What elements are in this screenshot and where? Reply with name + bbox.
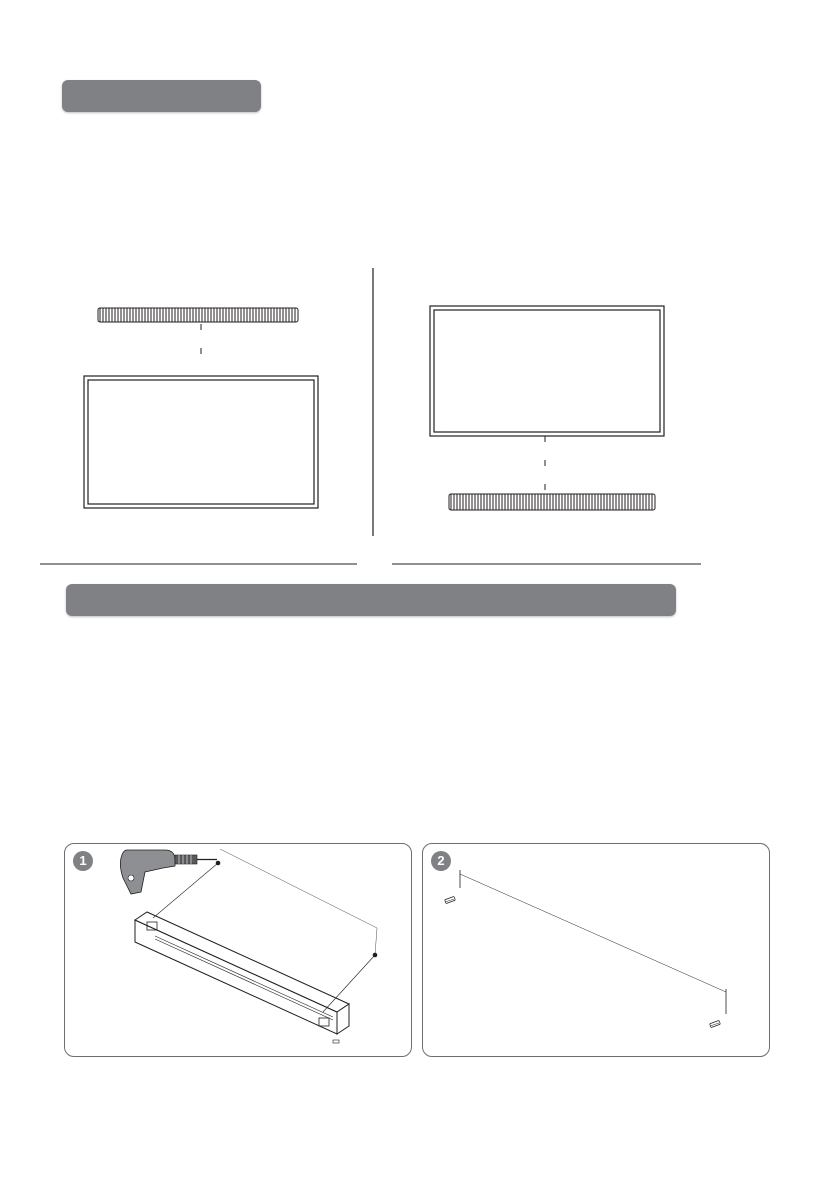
drill-icon xyxy=(120,850,217,894)
step-number-badge: 1 xyxy=(73,851,93,871)
soundbar-illustration xyxy=(98,308,298,322)
wall-anchor-icon xyxy=(445,896,456,903)
step-2-illustration xyxy=(423,844,769,1056)
soundbar-below-tv xyxy=(430,306,664,510)
wall-anchor-icon xyxy=(710,1020,721,1027)
section-heading-wall-mount xyxy=(66,584,676,616)
step-2-panel xyxy=(422,843,770,1057)
tv-screen-illustration xyxy=(84,376,318,508)
step-1-illustration xyxy=(65,844,411,1056)
tv-screen-illustration xyxy=(430,306,664,436)
soundbar-illustration xyxy=(449,494,655,510)
step-number-badge: 2 xyxy=(431,851,451,871)
section-heading-placement xyxy=(62,80,261,112)
soundbar-illustration xyxy=(135,912,349,1043)
soundbar-above-tv xyxy=(84,308,318,508)
step-1-panel xyxy=(64,843,412,1057)
placement-diagram xyxy=(0,260,840,572)
tv-screen-inner-bezel xyxy=(434,310,660,432)
tv-screen-inner-bezel xyxy=(88,380,314,504)
